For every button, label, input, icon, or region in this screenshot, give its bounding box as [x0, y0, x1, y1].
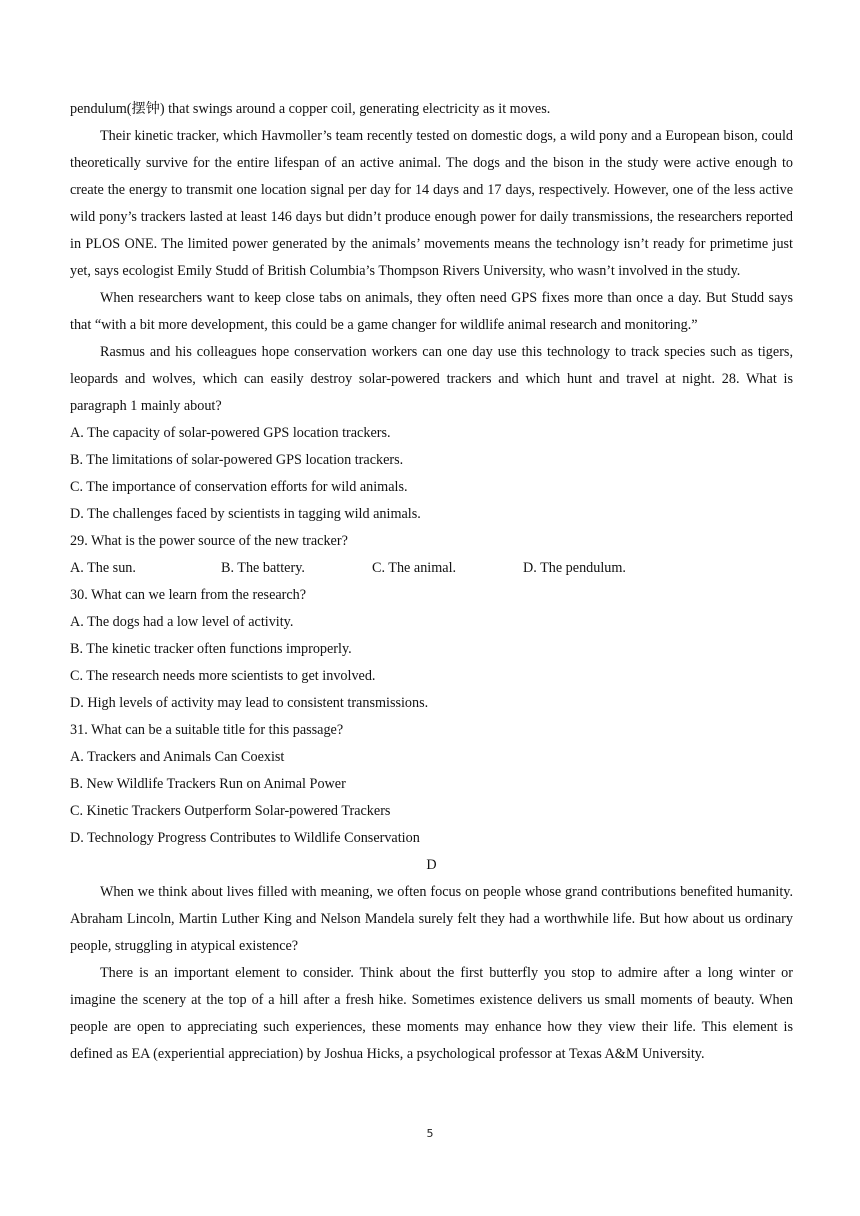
- q29-option-c: C. The animal.: [372, 560, 457, 576]
- passage-d-paragraph-1: When we think about lives filled with meaning, we often focus on people whose grand contributions benefited humanity. Abraham Lincoln, Martin Luther King and Nelson Mandela surely felt they had a worthwhile life. But how about us ordinary people, struggling in atypical existence?: [70, 884, 793, 954]
- document-page: [70, 96, 793, 1068]
- q31-option-a: A. Trackers and Animals Can Coexist: [70, 749, 285, 765]
- passage-d-paragraph-2: There is an important element to consider. Think about the first butterfly you stop to admire after a long winter or imagine the scenery at the top of a hill after a fresh hike. Sometimes existence delivers us small moments of beauty. When people are open to appreciating such experiences, these moments may enhance how they view their life. This element is defined as EA (experiential appreciation) by Joshua Hicks, a psychological professor at Texas A&M University.: [70, 965, 793, 1062]
- passage-d-heading: D: [426, 857, 437, 873]
- q31-stem: 31. What can be a suitable title for this passage?: [70, 722, 344, 738]
- passage-c-paragraph-0: pendulum(摆钟) that swings around a copper coil, generating electricity as it moves.: [70, 101, 551, 117]
- q30-option-c: C. The research needs more scientists to get involved.: [70, 668, 376, 684]
- q30-option-d: D. High levels of activity may lead to consistent transmissions.: [70, 695, 429, 711]
- passage-c-paragraph-2: When researchers want to keep close tabs on animals, they often need GPS fixes more than once a day. But Studd says that “with a bit more development, this could be a game changer for wildlife animal research and monitoring.”: [70, 290, 793, 333]
- q31-option-d: D. Technology Progress Contributes to Wildlife Conservation: [70, 830, 420, 846]
- q30-option-a: A. The dogs had a low level of activity.: [70, 614, 294, 630]
- q28-option-a: A. The capacity of solar-powered GPS location trackers.: [70, 425, 391, 441]
- q29-option-d: D. The pendulum.: [523, 560, 626, 576]
- q28-option-b: B. The limitations of solar-powered GPS location trackers.: [70, 452, 404, 468]
- q30-option-b: B. The kinetic tracker often functions improperly.: [70, 641, 352, 657]
- q29-stem: 29. What is the power source of the new tracker?: [70, 533, 348, 549]
- q31-option-c: C. Kinetic Trackers Outperform Solar-powered Trackers: [70, 803, 391, 819]
- q28-option-c: C. The importance of conservation efforts for wild animals.: [70, 479, 408, 495]
- q28-option-d: D. The challenges faced by scientists in tagging wild animals.: [70, 506, 421, 522]
- q30-stem: 30. What can we learn from the research?: [70, 587, 307, 603]
- q31-option-b: B. New Wildlife Trackers Run on Animal Power: [70, 776, 346, 792]
- page-number: 5: [426, 1127, 434, 1140]
- passage-c-paragraph-3: Rasmus and his colleagues hope conservation workers can one day use this technology to track species such as tigers, leopards and wolves, which can easily destroy solar-powered trackers and which hunt and travel at night. 28. What is paragraph 1 mainly about?: [70, 344, 793, 414]
- passage-c-paragraph-1: Their kinetic tracker, which Havmoller’s team recently tested on domestic dogs, a wild pony and a European bison, could theoretically survive for the entire lifespan of an active animal. The dogs and the bison in the study were active enough to create the energy to transmit one location signal per day for 14 days and 17 days, respectively. However, one of the less active wild pony’s trackers lasted at least 146 days but didn’t produce enough power for daily transmissions, the researchers reported in PLOS ONE. The limited power generated by the animals’ movements means the technology isn’t ready for primetime just yet, says ecologist Emily Studd of British Columbia’s Thompson Rivers University, who wasn’t involved in the study.: [70, 128, 793, 279]
- q29-option-a: A. The sun.: [70, 560, 136, 576]
- q29-options: [70, 555, 793, 582]
- q29-option-b: B. The battery.: [221, 560, 305, 576]
